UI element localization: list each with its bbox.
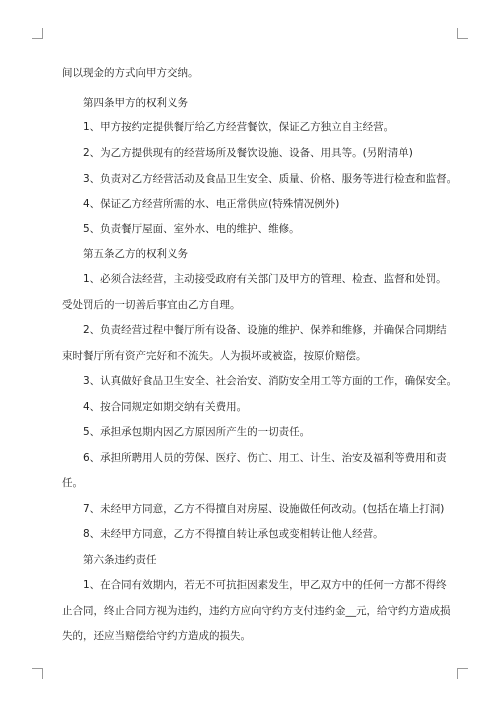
clause-5-1: 1、必须合法经营，主动接受政府有关部门及甲方的管理、检查、监督和处罚。 xyxy=(83,273,447,285)
paragraph-continuation: 间以现金的方式向甲方交纳。 xyxy=(62,67,199,79)
clause-5-4: 4、按合同规定如期交纳有关费用。 xyxy=(83,401,248,413)
clause-6-1: 1、在合同有效期内，若无不可抗拒因素发生，甲乙双方中的任何一方都不得终 xyxy=(83,579,447,591)
clause-5-6-continued: 任。 xyxy=(62,477,83,489)
clause-5-2-continued: 束时餐厅所有资产完好和不流失。人为损坏或被盗，按原价赔偿。 xyxy=(62,350,367,362)
section-heading-article-6: 第六条违约责任 xyxy=(83,554,157,566)
section-heading-article-4: 第四条甲方的权利义务 xyxy=(83,97,188,109)
crop-mark-bottom-left xyxy=(32,668,43,679)
clause-4-2: 2、为乙方提供现有的经营场所及餐饮设施、设备、用具等。(另附清单) xyxy=(83,147,413,159)
crop-mark-bottom-right xyxy=(457,668,468,679)
clause-5-1-continued: 受处罚后的一切善后事宜由乙方自理。 xyxy=(62,299,241,311)
clause-4-5: 5、负责餐厅屋面、室外水、电的维护、维修。 xyxy=(83,223,300,235)
clause-5-7: 7、未经甲方同意，乙方不得擅自对房屋、设施做任何改动。(包括在墙上打洞) xyxy=(83,503,445,515)
crop-mark-top-right xyxy=(457,28,468,39)
crop-mark-top-left xyxy=(32,28,43,39)
clause-4-3: 3、负责对乙方经营活动及食品卫生安全、质量、价格、服务等进行检查和监督。 xyxy=(83,173,458,185)
clause-5-2: 2、负责经营过程中餐厅所有设备、设施的维护、保养和维修，并确保合同期结 xyxy=(83,324,447,336)
section-heading-article-5: 第五条乙方的权利义务 xyxy=(83,248,188,260)
clause-6-1-continued: 止合同，终止合同方视为违约，违约方应向守约方支付违约金__元，给守约方造成损 xyxy=(62,605,451,617)
clause-5-8: 8、未经甲方同意，乙方不得擅自转让承包或变相转让他人经营。 xyxy=(83,528,384,540)
clause-5-5: 5、承担承包期内因乙方原因所产生的一切责任。 xyxy=(83,426,311,438)
clause-6-1-end: 失的，还应当赔偿给守约方造成的损失。 xyxy=(62,630,251,642)
clause-5-3: 3、认真做好食品卫生安全、社会治安、消防安全用工等方面的工作，确保安全。 xyxy=(83,375,458,387)
clause-4-1: 1、甲方按约定提供餐厅给乙方经营餐饮，保证乙方独立自主经营。 xyxy=(83,121,395,133)
clause-4-4: 4、保证乙方经营所需的水、电正常供应(特殊情况例外) xyxy=(83,198,340,210)
clause-5-6: 6、承担所聘用人员的劳保、医疗、伤亡、用工、计生、治安及福利等费用和责 xyxy=(83,452,447,464)
